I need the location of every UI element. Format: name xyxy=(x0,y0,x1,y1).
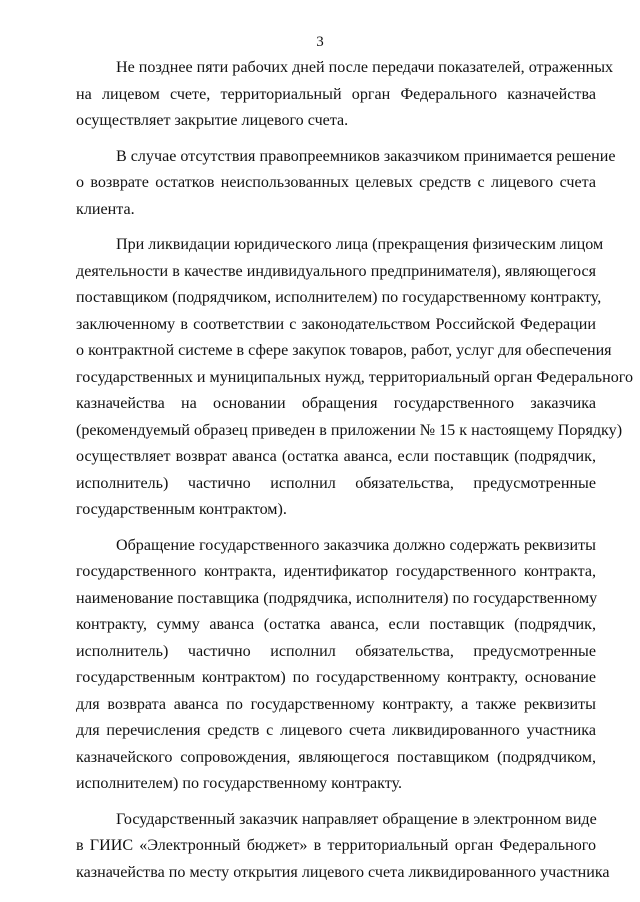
paragraph xyxy=(76,232,633,524)
text-line: казначейского сопровождения, являющегося поставщиком (подрядчиком, xyxy=(76,748,596,766)
text-line: для перечисления средств с лицевого счета ликвидированного участника xyxy=(76,722,596,739)
text-line: заключенному в соответствии с законодательством Российской Федерации xyxy=(76,315,596,333)
text-line: Государственный заказчик направляет обращение в электронном виде xyxy=(116,810,597,828)
text-line: Обращение государственного заказчика должно содержать реквизиты xyxy=(116,536,596,554)
text-line: При ликвидации юридического лица (прекращения физическим лицом xyxy=(116,236,604,253)
text-line: казначейства на основании обращения государственного заказчика xyxy=(76,395,596,412)
text-line: исполнителем) по государственному контракту. xyxy=(76,775,403,792)
text-line: (рекомендуемый образец приведен в приложении № 15 к настоящему Порядку) xyxy=(76,421,623,439)
paragraph xyxy=(76,144,616,224)
text-line: осуществляет закрытие лицевого счета. xyxy=(76,112,349,129)
paragraph xyxy=(76,533,596,798)
text-line: на лицевом счете, территориальный орган Федерального казначейства xyxy=(76,85,596,103)
page-number: 3 xyxy=(316,34,324,50)
text-line: для возврата аванса по государственному контракту, а также реквизиты xyxy=(76,695,596,713)
text-line: осуществляет возврат аванса (остатка аванса, если поставщик (подрядчик, xyxy=(76,448,596,465)
text-line: клиента. xyxy=(76,200,135,218)
document-body xyxy=(76,55,633,886)
paragraph xyxy=(76,55,614,135)
text-line: о возврате остатков неиспользованных целевых средств с лицевого счета xyxy=(76,174,596,191)
text-line: деятельности в качестве индивидуального предпринимателя), являющегося xyxy=(76,262,596,280)
text-line: государственного контракта, идентификатор государственного контракта, xyxy=(76,563,596,580)
text-line: контракту, сумму аванса (остатка аванса, если поставщик (подрядчик, xyxy=(76,616,596,633)
text-line: поставщиком (подрядчиком, исполнителем) по государственному контракту, xyxy=(76,289,602,306)
text-line: исполнитель) частично исполнил обязательства, предусмотренные xyxy=(76,474,596,492)
text-line: наименование поставщика (подрядчика, исполнителя) по государственному xyxy=(76,589,598,607)
text-line: государственным контрактом) по государственному контракту, основание xyxy=(76,669,596,686)
paragraph xyxy=(76,807,610,887)
text-line: Не позднее пяти рабочих дней после передачи показателей, отраженных xyxy=(116,59,614,76)
text-line: о контрактной системе в сфере закупок товаров, работ, услуг для обеспечения xyxy=(76,342,612,359)
text-line: государственным контрактом). xyxy=(76,501,287,518)
text-line: государственных и муниципальных нужд, территориальный орган Федерального xyxy=(76,368,633,386)
text-line: исполнитель) частично исполнил обязательства, предусмотренные xyxy=(76,642,596,660)
text-line: В случае отсутствия правопреемников заказчиком принимается решение xyxy=(116,147,616,165)
text-line: казначейства по месту открытия лицевого счета ликвидированного участника xyxy=(76,863,610,881)
text-line: в ГИИС «Электронный бюджет» в территориальный орган Федерального xyxy=(76,837,596,854)
